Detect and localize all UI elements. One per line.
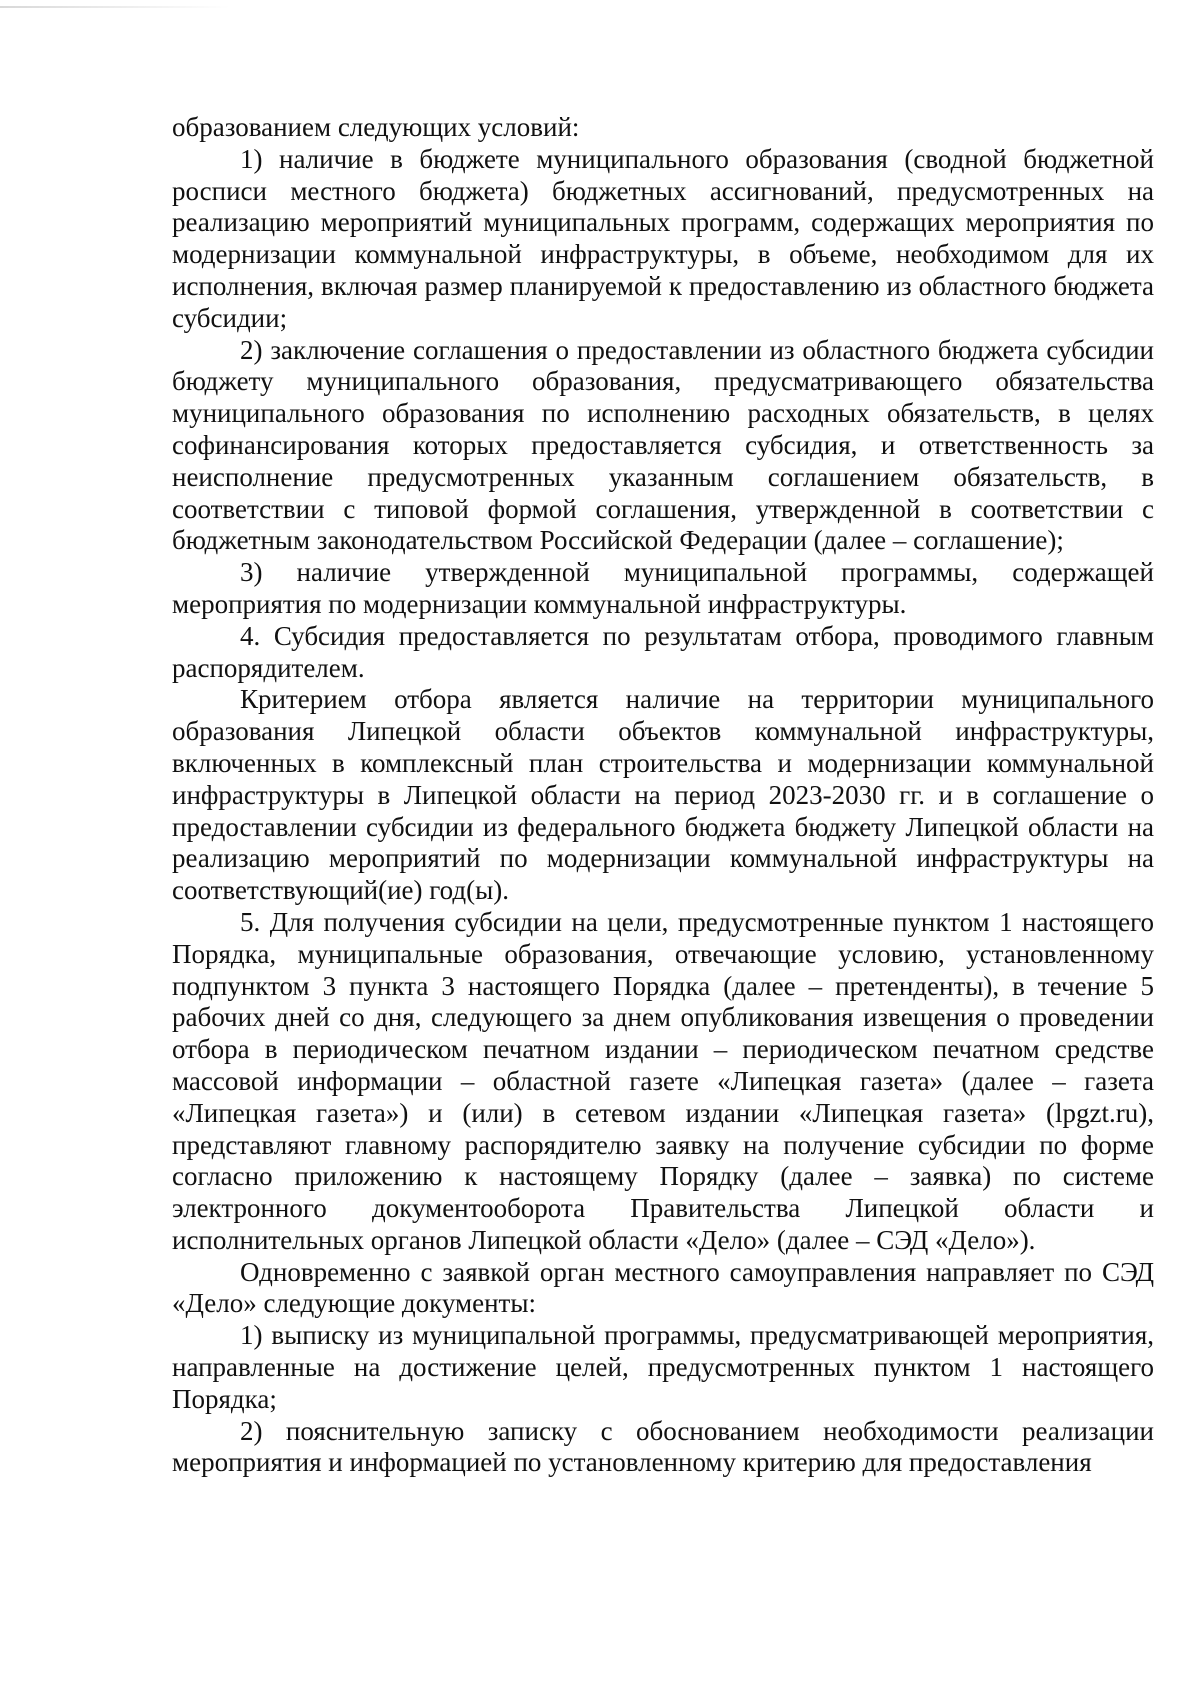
paragraph-documents-intro: Одновременно с заявкой орган местного самоуправления направляет по СЭД «Дело» следующие документы:	[172, 1256, 1154, 1319]
paragraph-selection-criterion: Критерием отбора является наличие на территории муниципального образования Липецкой области объектов коммунальной инфраструктуры, включенных в комплексный план строительства и модернизации коммунальной инфраструктуры в Липецкой области на период 2023-2030 гг. и в соглашение о предоставлении субсидии из федерального бюджета бюджету Липецкой области на реализацию мероприятий по модернизации коммунальной инфраструктуры на соответствующий(ие) год(ы).	[172, 684, 1154, 906]
paragraph-item-5: 5. Для получения субсидии на цели, предусмотренные пунктом 1 настоящего Порядка, муниципальные образования, отвечающие условию, установленному подпунктом 3 пункта 3 настоящего Порядка (далее – претенденты), в течение 5 рабочих дней со дня, следующего за днем опубликования извещения о проведении отбора в периодическом печатном издании – периодическом печатном средстве массовой информации – областной газете «Липецкая газета» (далее – газета «Липецкая газета») и (или) в сетевом издании «Липецкая газета» (lpgzt.ru), представляют главному распорядителю заявку на получение субсидии по форме согласно приложению к настоящему Порядку (далее – заявка) по системе электронного документооборота Правительства Липецкой области и исполнительных органов Липецкой области «Дело» (далее – СЭД «Дело»).	[172, 906, 1154, 1255]
paragraph-document-2: 2) пояснительную записку с обоснованием необходимости реализации мероприятия и информацией по установленному критерию для предоставления	[172, 1415, 1154, 1478]
scan-edge-mark	[0, 6, 230, 8]
paragraph-condition-1: 1) наличие в бюджете муниципального образования (сводной бюджетной росписи местного бюджета) бюджетных ассигнований, предусмотренных на реализацию мероприятий муниципальных программ, содержащих мероприятия по модернизации коммунальной инфраструктуры, в объеме, необходимом для их исполнения, включая размер планируемой к предоставлению из областного бюджета субсидии;	[172, 143, 1154, 333]
paragraph-item-4: 4. Субсидия предоставляется по результатам отбора, проводимого главным распорядителем.	[172, 620, 1154, 683]
paragraph-document-1: 1) выписку из муниципальной программы, предусматривающей мероприятия, направленные на достижение целей, предусмотренных пунктом 1 настоящего Порядка;	[172, 1320, 1154, 1414]
paragraph-condition-2: 2) заключение соглашения о предоставлении из областного бюджета субсидии бюджету муниципального образования, предусматривающего обязательства муниципального образования по исполнению расходных обязательств, в целях софинансирования которых предоставляется субсидия, и ответственность за неисполнение предусмотренных указанным соглашением обязательств, в соответствии с типовой формой соглашения, утвержденной в соответствии с бюджетным законодательством Российской Федерации (далее – соглашение);	[172, 334, 1154, 556]
paragraph-condition-3: 3) наличие утвержденной муниципальной программы, содержащей мероприятия по модернизации коммунальной инфраструктуры.	[172, 557, 1154, 619]
document-body	[172, 112, 1154, 1479]
paragraph-continuation: образованием следующих условий:	[172, 112, 580, 142]
